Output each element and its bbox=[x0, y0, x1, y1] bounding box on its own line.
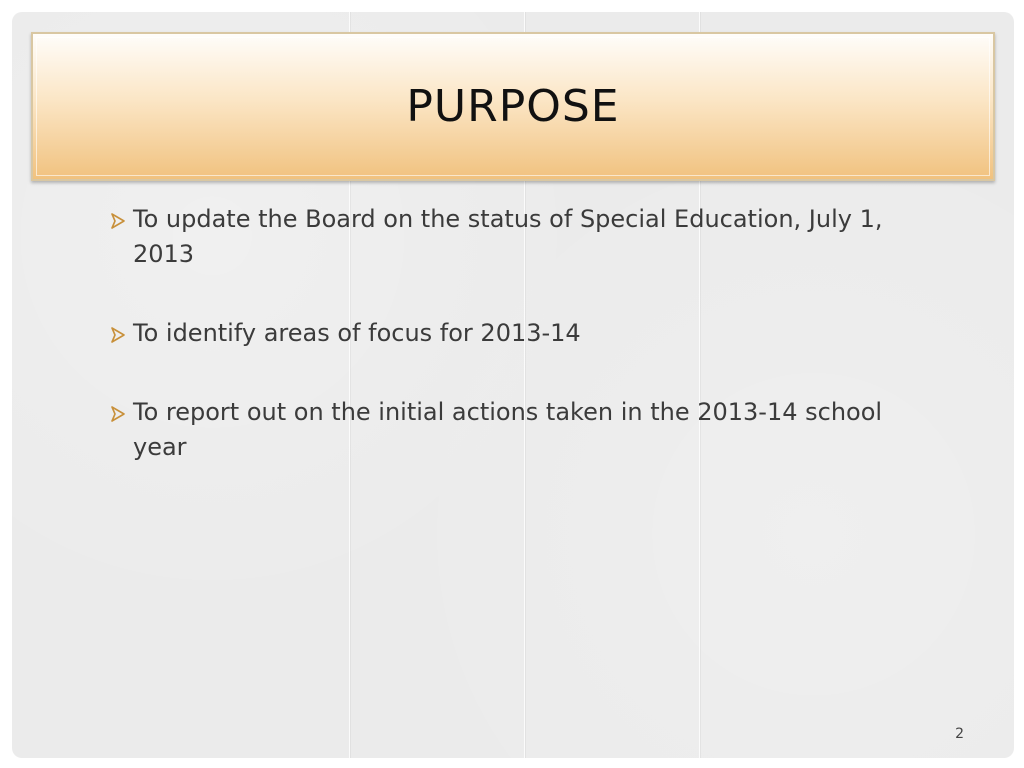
title-banner bbox=[31, 32, 995, 181]
arrow-bullet-icon bbox=[110, 406, 126, 422]
bullet-list bbox=[109, 202, 909, 509]
slide-title: PURPOSE bbox=[406, 81, 620, 132]
arrow-bullet-icon bbox=[110, 327, 126, 343]
bullet-text: To report out on the initial actions taken in the 2013-14 school year bbox=[133, 398, 883, 461]
slide-number: 2 bbox=[955, 726, 964, 742]
bullet-text: To update the Board on the status of Special Education, July 1, 2013 bbox=[133, 205, 883, 268]
slide bbox=[12, 12, 1014, 758]
bullet-item bbox=[109, 395, 909, 465]
bullet-text: To identify areas of focus for 2013-14 bbox=[133, 319, 581, 347]
bullet-item bbox=[109, 316, 909, 351]
bullet-item bbox=[109, 202, 909, 272]
arrow-bullet-icon bbox=[110, 213, 126, 229]
